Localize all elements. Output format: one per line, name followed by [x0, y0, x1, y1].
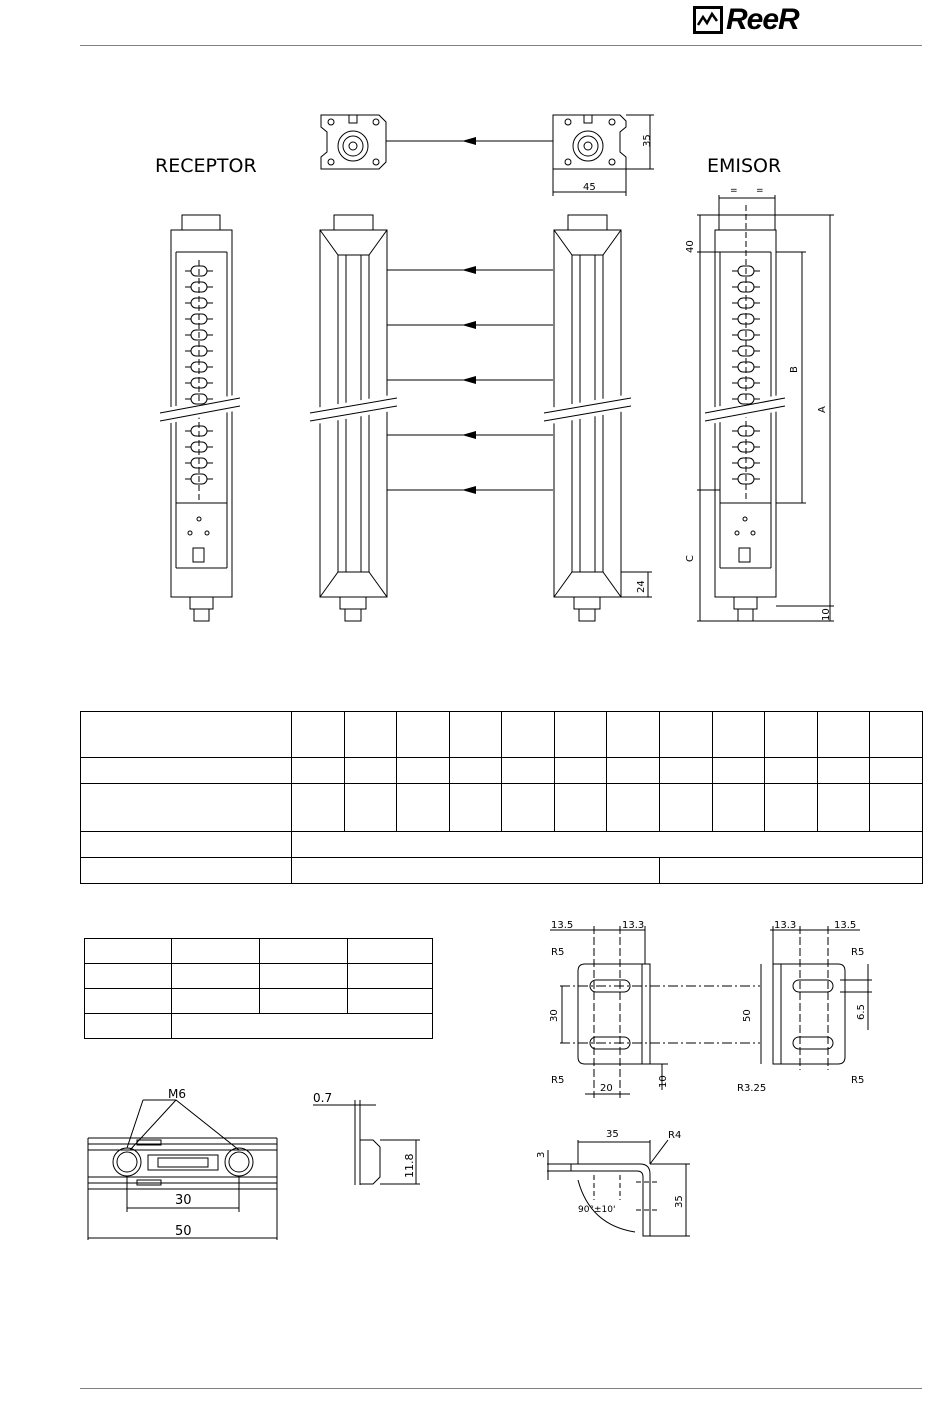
table-cell: [817, 758, 870, 784]
receptor-label: RECEPTOR: [155, 155, 257, 177]
table-cell: [292, 758, 345, 784]
dim-50-front: 50: [175, 1224, 192, 1239]
table-cell: [292, 858, 660, 884]
dimensions-table: [80, 711, 923, 884]
table-cell: [348, 939, 433, 964]
table-cell: [81, 858, 292, 884]
table-cell: [660, 784, 713, 832]
table-cell: [81, 758, 292, 784]
table-cell: [765, 758, 818, 784]
table-cell: [607, 712, 660, 758]
table-cell: [172, 964, 260, 989]
dim-B: B: [789, 366, 800, 373]
r4-bend: R4: [668, 1130, 682, 1141]
dim-07: 0.7: [313, 1091, 333, 1105]
table-cell: [449, 758, 502, 784]
table-cell: [292, 784, 345, 832]
dim-133-left: 13.3: [622, 920, 645, 931]
table-cell: [81, 832, 292, 858]
logo-text: ReeR: [726, 3, 799, 36]
table-cell: [554, 712, 607, 758]
dim-65-right: 6.5: [856, 1004, 867, 1020]
angle-bend: 90°±10': [578, 1205, 616, 1215]
table-cell: [660, 712, 713, 758]
table-cell: [554, 784, 607, 832]
dim-20-left: 20: [600, 1083, 613, 1094]
top-view-receptor: [321, 115, 386, 169]
table-cell: [607, 758, 660, 784]
table-cell: [502, 712, 555, 758]
table-cell: [397, 712, 450, 758]
dim-30-left: 30: [549, 1009, 560, 1022]
table-cell: [260, 939, 348, 964]
table-cell: [260, 964, 348, 989]
r5-left-top: R5: [551, 947, 565, 958]
bracket-bend-view: [547, 1140, 690, 1236]
dim-135-left: 13.5: [551, 920, 574, 931]
table-cell: [292, 832, 923, 858]
bracket-left-plan: [550, 926, 760, 1098]
m6-label: M6: [168, 1087, 186, 1101]
dim-10: 10: [821, 608, 832, 621]
r5-left-bottom: R5: [551, 1075, 565, 1086]
table-cell: [292, 712, 345, 758]
table-cell: [172, 989, 260, 1014]
table-cell: [502, 784, 555, 832]
table-cell: [348, 964, 433, 989]
dim-35-bend-top: 35: [606, 1129, 619, 1140]
dim-C: C: [685, 555, 696, 562]
table-cell: [607, 784, 660, 832]
table-cell: [765, 784, 818, 832]
dim-35-bend-side: 35: [674, 1195, 685, 1208]
bracket-mount-front-view: [88, 1100, 277, 1240]
table-cell: [344, 784, 397, 832]
table-cell: [85, 989, 172, 1014]
dim-118: 11.8: [403, 1153, 416, 1178]
emisor-side-view: [544, 215, 652, 621]
table-cell: [712, 712, 765, 758]
dim-top-width: 45: [583, 182, 596, 193]
receptor-side-view: [310, 215, 397, 621]
table-cell: [344, 712, 397, 758]
emisor-front-view: [697, 195, 834, 621]
top-view-emisor: [553, 115, 654, 196]
dim-eq-right: =: [756, 186, 764, 196]
table-cell: [765, 712, 818, 758]
table-cell: [712, 758, 765, 784]
table-cell: [870, 758, 923, 784]
dim-24: 24: [636, 580, 647, 593]
table-cell: [81, 784, 292, 832]
table-cell: [660, 858, 923, 884]
table-cell: [870, 784, 923, 832]
table-cell: [502, 758, 555, 784]
dim-40: 40: [685, 240, 696, 253]
table-cell: [449, 712, 502, 758]
table-cell: [660, 758, 713, 784]
dim-135-right: 13.5: [834, 920, 857, 931]
bracket-table: [84, 938, 433, 1039]
table-cell: [85, 939, 172, 964]
beam-arrows: [387, 266, 553, 494]
dim-133-right: 13.3: [774, 920, 797, 931]
dim-3-bend: 3: [536, 1151, 547, 1158]
dim-50-right: 50: [742, 1009, 753, 1022]
table-cell: [817, 784, 870, 832]
table-cell: [554, 758, 607, 784]
dim-10-left: 10: [658, 1075, 669, 1088]
table-cell: [397, 784, 450, 832]
r5-right-top: R5: [851, 947, 865, 958]
table-cell: [81, 712, 292, 758]
emisor-label: EMISOR: [707, 155, 782, 177]
table-cell: [817, 712, 870, 758]
table-cell: [172, 939, 260, 964]
dim-eq-left: =: [730, 186, 738, 196]
table-cell: [85, 1014, 172, 1039]
footer-rule: [80, 1388, 922, 1389]
table-cell: [712, 784, 765, 832]
r325-right: R3.25: [737, 1083, 767, 1094]
table-cell: [348, 989, 433, 1014]
table-cell: [344, 758, 397, 784]
table-cell: [85, 964, 172, 989]
r5-right-bottom: R5: [851, 1075, 865, 1086]
table-cell: [397, 758, 450, 784]
dim-A: A: [817, 406, 828, 413]
dim-30-front: 30: [175, 1193, 192, 1208]
table-cell: [449, 784, 502, 832]
table-cell: [870, 712, 923, 758]
table-cell: [260, 989, 348, 1014]
table-cell: [172, 1014, 433, 1039]
dim-top-height: 35: [642, 134, 653, 147]
